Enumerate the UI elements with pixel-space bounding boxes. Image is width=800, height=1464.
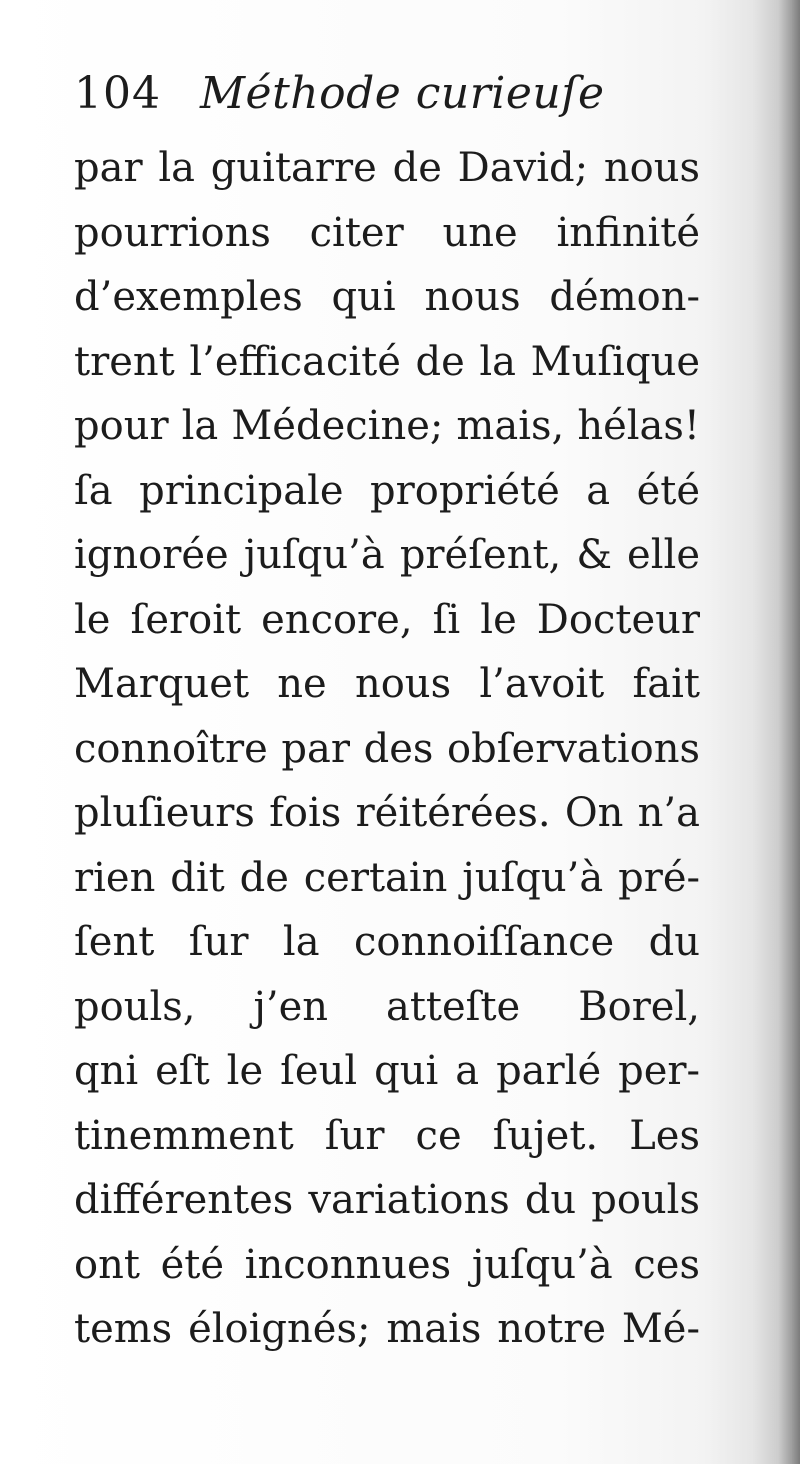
text-line: pouls, j’en atteſte Borel, [74, 983, 700, 1030]
page-number: 104 [74, 68, 161, 119]
text-line: pluſieurs fois réitérées. On n’a [74, 790, 700, 836]
running-header [74, 64, 634, 124]
text-line: rien dit de certain juſqu’à pré- [74, 854, 700, 901]
text-line: ſent ſur la connoiſſance du [74, 919, 700, 965]
text-line: connoître par des obſervations [74, 725, 700, 772]
text-line: d’exemples qui nous démon- [74, 274, 700, 320]
text-line: pour la Médecine; mais, hélas! [74, 403, 700, 449]
text-line: pourrions citer une infinité [74, 209, 700, 256]
text-line: différentes variations du pouls [74, 1177, 700, 1223]
text-line: ſa principale propriété a été [74, 467, 700, 514]
text-line: tems éloignés; mais notre Mé- [74, 1306, 700, 1352]
body-text [74, 136, 700, 1362]
running-title: Méthode curieuſe [200, 68, 605, 119]
text-line: le ſeroit encore, ſi le Docteur [74, 596, 700, 643]
text-line: trent l’efficacité de la Muſique [74, 338, 700, 385]
text-line: tinemment ſur ce ſujet. Les [74, 1112, 700, 1159]
text-line: par la guitarre de David; nous [74, 145, 700, 191]
text-line: ignorée juſqu’à préſent, & elle [74, 532, 700, 578]
text-line: ont été inconnues juſqu’à ces [74, 1241, 700, 1288]
text-line: qni eſt le ſeul qui a parlé per- [74, 1048, 700, 1094]
page-gutter-shadow [778, 0, 800, 1464]
text-line: Marquet ne nous l’avoit fait [74, 661, 700, 707]
